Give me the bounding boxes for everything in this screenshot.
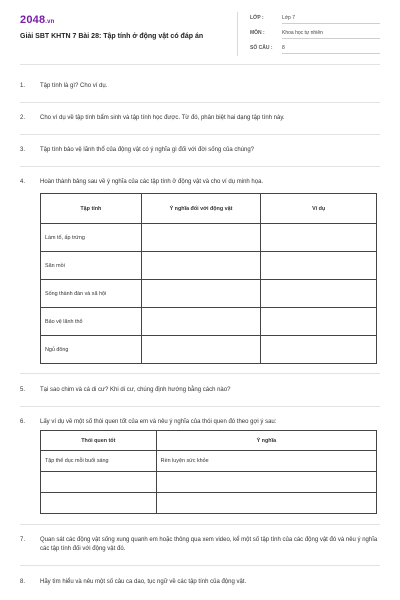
habit-table [40, 430, 377, 514]
table-cell: Săn mồi [41, 252, 142, 280]
table-cell-empty[interactable] [141, 224, 261, 252]
document-title: Giải SBT KHTN 7 Bài 28: Tập tính ở động vật có đáp án [20, 33, 204, 40]
meta-grade [250, 15, 380, 25]
header-divider [237, 12, 238, 56]
question-divider [20, 524, 380, 525]
meta-subject [250, 30, 380, 40]
question-text: Tại sao chim và cá di cư? Khi di cư, chúng định hướng bằng cách nào? [40, 387, 231, 393]
question-divider [20, 166, 380, 167]
table-cell-empty[interactable] [261, 308, 377, 336]
question-text: Quan sát các động vật sống xung quanh em hoặc thông qua xem video, kể một số tập tính của các động vật đó và nêu ý nghĩa các tập tính đối với động vật đó. [40, 537, 378, 552]
question-text: Cho ví dụ về tập tính bẩm sinh và tập tính học được. Từ đó, phân biệt hai dạng tập tính này. [40, 115, 285, 121]
meta-grade-underline [282, 23, 380, 24]
logo-text: 2048 [20, 14, 46, 26]
table-cell-empty[interactable] [141, 280, 261, 308]
question-text: Tập tính bảo vệ lãnh thổ của động vật có ý nghĩa gì đối với đời sống của chúng? [40, 147, 255, 153]
table-row [41, 472, 377, 493]
site-logo[interactable] [20, 14, 55, 26]
question-text: Hoàn thành bảng sau về ý nghĩa của các tập tính ở động vật và cho ví dụ minh họa. [40, 179, 264, 185]
table-cell-empty[interactable] [141, 308, 261, 336]
meta-count-value: 8 [282, 45, 285, 51]
column-header: Ý nghĩa đối với động vật [141, 194, 261, 224]
question-divider [20, 406, 380, 407]
table-row [41, 280, 377, 308]
table-header-row [41, 194, 377, 224]
question-divider [20, 134, 380, 135]
question-number: 1. [20, 83, 26, 89]
table-cell-empty[interactable] [41, 493, 157, 514]
meta-subject-underline [282, 38, 380, 39]
table-cell: Làm tổ, ấp trứng [41, 224, 142, 252]
table-cell: Sống thành đàn và xã hội [41, 280, 142, 308]
table-cell-empty[interactable] [156, 472, 376, 493]
header-rule [20, 64, 380, 65]
table-cell: Rèn luyện sức khỏe [156, 451, 376, 472]
table-cell: Tập thể dục mỗi buổi sáng [41, 451, 157, 472]
question-number: 5. [20, 387, 26, 393]
question-number: 7. [20, 537, 26, 543]
question-divider [20, 373, 380, 374]
document-header [0, 0, 400, 62]
meta-grade-label: LỚP : [250, 15, 264, 21]
column-header: Thói quen tốt [41, 431, 157, 451]
column-header: Ý nghĩa [156, 431, 376, 451]
table-cell-empty[interactable] [156, 493, 376, 514]
behavior-table [40, 193, 377, 364]
question-number: 2. [20, 115, 26, 121]
table-row [41, 224, 377, 252]
question-number: 4. [20, 179, 26, 185]
meta-count-underline [282, 53, 380, 54]
table-row [41, 308, 377, 336]
table-cell-empty[interactable] [261, 224, 377, 252]
meta-grade-value: Lớp 7 [282, 15, 296, 21]
table-row [41, 493, 377, 514]
question-divider [20, 102, 380, 103]
table-cell-empty[interactable] [141, 336, 261, 364]
table-cell-empty[interactable] [261, 336, 377, 364]
question-text: Hãy tìm hiểu và nêu một số câu ca dao, tục ngữ về các tập tính của động vật. [40, 579, 247, 585]
question-divider [20, 565, 380, 566]
table-cell-empty[interactable] [141, 252, 261, 280]
table-row [41, 252, 377, 280]
table-header-row [41, 431, 377, 451]
table-cell-empty[interactable] [41, 472, 157, 493]
question-number: 6. [20, 419, 26, 425]
question-number: 3. [20, 147, 26, 153]
meta-count [250, 45, 380, 55]
meta-subject-value: Khoa học tự nhiên [282, 30, 323, 36]
question-text: Tập tính là gì? Cho ví dụ. [40, 83, 108, 89]
question-text: Lấy ví dụ về một số thói quen tốt của em và nêu ý nghĩa của thói quen đó theo gợi ý sau: [40, 419, 277, 425]
column-header: Ví dụ [261, 194, 377, 224]
question-number: 8. [20, 579, 26, 585]
table-cell: Bảo vệ lãnh thổ [41, 308, 142, 336]
meta-count-label: SỐ CÂU : [250, 45, 273, 51]
column-header: Tập tính [41, 194, 142, 224]
table-cell: Ngủ đông [41, 336, 142, 364]
table-row [41, 336, 377, 364]
table-cell-empty[interactable] [261, 252, 377, 280]
table-row [41, 451, 377, 472]
table-cell-empty[interactable] [261, 280, 377, 308]
meta-subject-label: MÔN : [250, 30, 265, 36]
logo-suffix: .vn [45, 19, 55, 25]
